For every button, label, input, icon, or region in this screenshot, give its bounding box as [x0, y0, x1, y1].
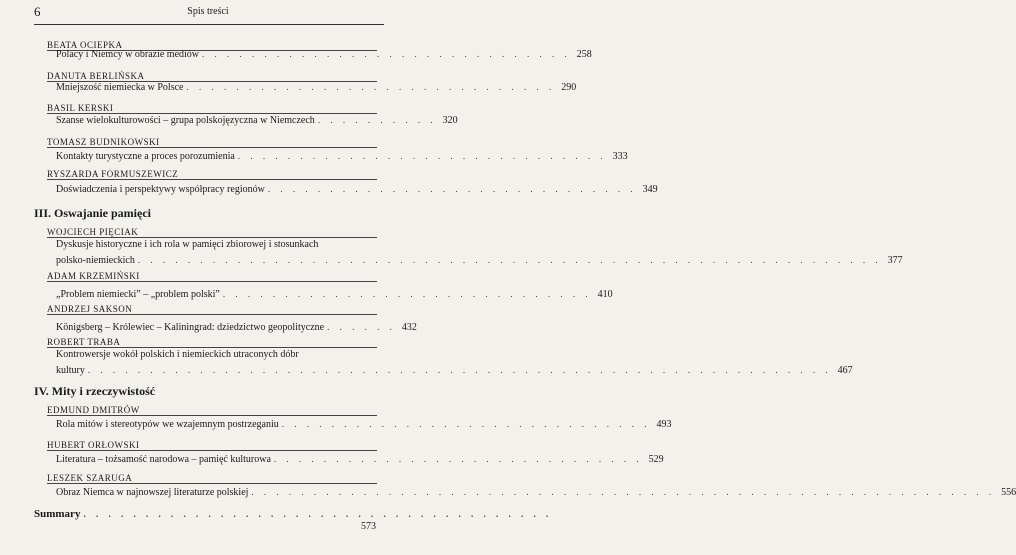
entry-title[interactable]: Obraz Niemca w najnowszej literaturze polskiej . . . . . . . . . . . . . . . . . . . . . . . . . . . . . . . . . . . . . . . . . . . . . . . . . . . . . . . . . . . . 556	[56, 487, 1016, 498]
entry-author: ROBERT TRABA	[47, 337, 121, 347]
entry-author: WOJCIECH PIĘCIAK	[47, 227, 139, 237]
entry-rule	[47, 483, 377, 484]
entry-page: 529	[648, 454, 664, 465]
entry-title[interactable]: Literatura – tożsamość narodowa – pamięć kulturowa . . . . . . . . . . . . . . . . . . . . . . . . . . . . . . 529	[56, 454, 664, 465]
entry-page: 556	[1001, 487, 1016, 498]
entry-title[interactable]: polsko-niemieckich . . . . . . . . . . . . . . . . . . . . . . . . . . . . . . . . . . . . . . . . . . . . . . . . . . . . . . . . . . . . 377	[56, 255, 903, 266]
leader-dots: . . . . . . . . . . . . . . . . . . . . . . . . . . . . . . . . . . . . . . . . . . . . . . . . . . . . . . . . . . . .	[137, 255, 882, 265]
leader-dots: . . . . . .	[327, 322, 396, 332]
entry-author: EDMUND DMITRÓW	[47, 405, 140, 415]
summary-page-row	[34, 520, 376, 534]
entry-author: DANUTA BERLIŃSKA	[47, 71, 145, 81]
entry-title[interactable]: Mniejszość niemiecka w Polsce . . . . . . . . . . . . . . . . . . . . . . . . . . . . . . 290	[56, 82, 577, 93]
entry-author: ANDRZEJ SAKSON	[47, 304, 133, 314]
entry-page: 320	[442, 115, 458, 126]
leader-dots: . . . . . . . . . . . . . . . . . . . . . . . . . . . . . .	[267, 184, 637, 194]
entry-page: 493	[656, 419, 672, 430]
leader-dots: . . . . . . . . . . . . . . . . . . . . . . . . . . . . . .	[237, 151, 607, 161]
entry-title[interactable]: Szanse wielokulturowości – grupa polskojęzyczna w Niemczech . . . . . . . . . . 320	[56, 115, 458, 126]
entry-title[interactable]: Königsberg – Królewiec – Kaliningrad: dziedzictwo geopolityczne . . . . . . 432	[56, 322, 417, 333]
entry-page: 467	[837, 365, 853, 376]
entry-author: BEATA OCIEPKA	[47, 40, 123, 50]
section-heading: III. Oswajanie pamięci	[34, 206, 151, 220]
entry-page: 349	[642, 184, 658, 195]
running-title: Spis treści	[187, 6, 229, 17]
entry-rule	[47, 281, 377, 282]
leader-dots: . . . . . . . . . .	[317, 115, 437, 125]
leader-dots: . . . . . . . . . . . . . . . . . . . . . . . . . . . . . .	[281, 419, 651, 429]
leader-dots: . . . . . . . . . . . . . . . . . . . . . . . . . . . . . .	[202, 49, 571, 59]
entry-rule	[47, 415, 377, 416]
leader-dots: . . . . . . . . . . . . . . . . . . . . . . . . . . . . . . . . . . . . . . . . . . . . . . . . . . . . . . . . . . . .	[87, 365, 832, 375]
entry-page: 377	[887, 255, 903, 266]
entry-page: 410	[597, 289, 613, 300]
entry-rule	[47, 450, 377, 451]
entry-author: LESZEK SZARUGA	[47, 473, 133, 483]
entry-title-line[interactable]: Dyskusje historyczne i ich rola w pamięci zbiorowej i stosunkach	[56, 239, 319, 250]
summary-page: 573	[361, 521, 376, 532]
entry-title[interactable]: kultury . . . . . . . . . . . . . . . . . . . . . . . . . . . . . . . . . . . . . . . . . . . . . . . . . . . . . . . . . . . . 467	[56, 365, 853, 376]
leader-dots: . . . . . . . . . . . . . . . . . . . . . . . . . . . . . .	[273, 454, 643, 464]
entry-rule	[47, 147, 377, 148]
leader-dots: . . . . . . . . . . . . . . . . . . . . . . . . . . . . . .	[222, 289, 592, 299]
entry-author: ADAM KRZEMIŃSKI	[47, 271, 140, 281]
entry-rule	[47, 179, 377, 180]
entry-author: TOMASZ BUDNIKOWSKI	[47, 137, 160, 147]
summary-label: Summary	[34, 508, 81, 520]
entry-page: 290	[561, 82, 577, 93]
entry-title[interactable]: Doświadczenia i perspektywy współpracy regionów . . . . . . . . . . . . . . . . . . . . . . . . . . . . . . 349	[56, 184, 658, 195]
entry-title[interactable]: Rola mitów i stereotypów we wzajemnym postrzeganiu . . . . . . . . . . . . . . . . . . . . . . . . . . . . . . 493	[56, 419, 672, 430]
page-number: 6	[34, 4, 41, 19]
entry-title[interactable]: Kontakty turystyczne a proces porozumienia . . . . . . . . . . . . . . . . . . . . . . . . . . . . . . 333	[56, 151, 628, 162]
summary-entry[interactable]	[34, 507, 553, 521]
entry-author: BASIL KERSKI	[47, 103, 114, 113]
entry-page: 432	[401, 322, 417, 333]
entry-author: HUBERT ORŁOWSKI	[47, 440, 140, 450]
leader-dots: . . . . . . . . . . . . . . . . . . . . . . . . . . . . . . . . . . . . . . . . . . . . . . . . . . . . . . . . . . . .	[251, 487, 996, 497]
entry-page: 258	[576, 49, 592, 60]
leader-dots: . . . . . . . . . . . . . . . . . . . . . . . . . . . . . . . . . . . . . .	[83, 509, 553, 519]
leader-dots: . . . . . . . . . . . . . . . . . . . . . . . . . . . . . .	[186, 82, 556, 92]
section-heading: IV. Mity i rzeczywistość	[34, 384, 156, 398]
entry-rule	[47, 314, 377, 315]
entry-title[interactable]: Polacy i Niemcy w obrazie mediów . . . . . . . . . . . . . . . . . . . . . . . . . . . . . . 258	[56, 49, 592, 60]
entry-author: RYSZARDA FORMUSZEWICZ	[47, 169, 179, 179]
entry-title[interactable]: „Problem niemiecki” – „problem polski” . . . . . . . . . . . . . . . . . . . . . . . . . . . . . . 410	[56, 289, 613, 300]
entry-page: 333	[612, 151, 628, 162]
entry-title-line[interactable]: Kontrowersje wokół polskich i niemieckich utraconych dóbr	[56, 349, 299, 360]
